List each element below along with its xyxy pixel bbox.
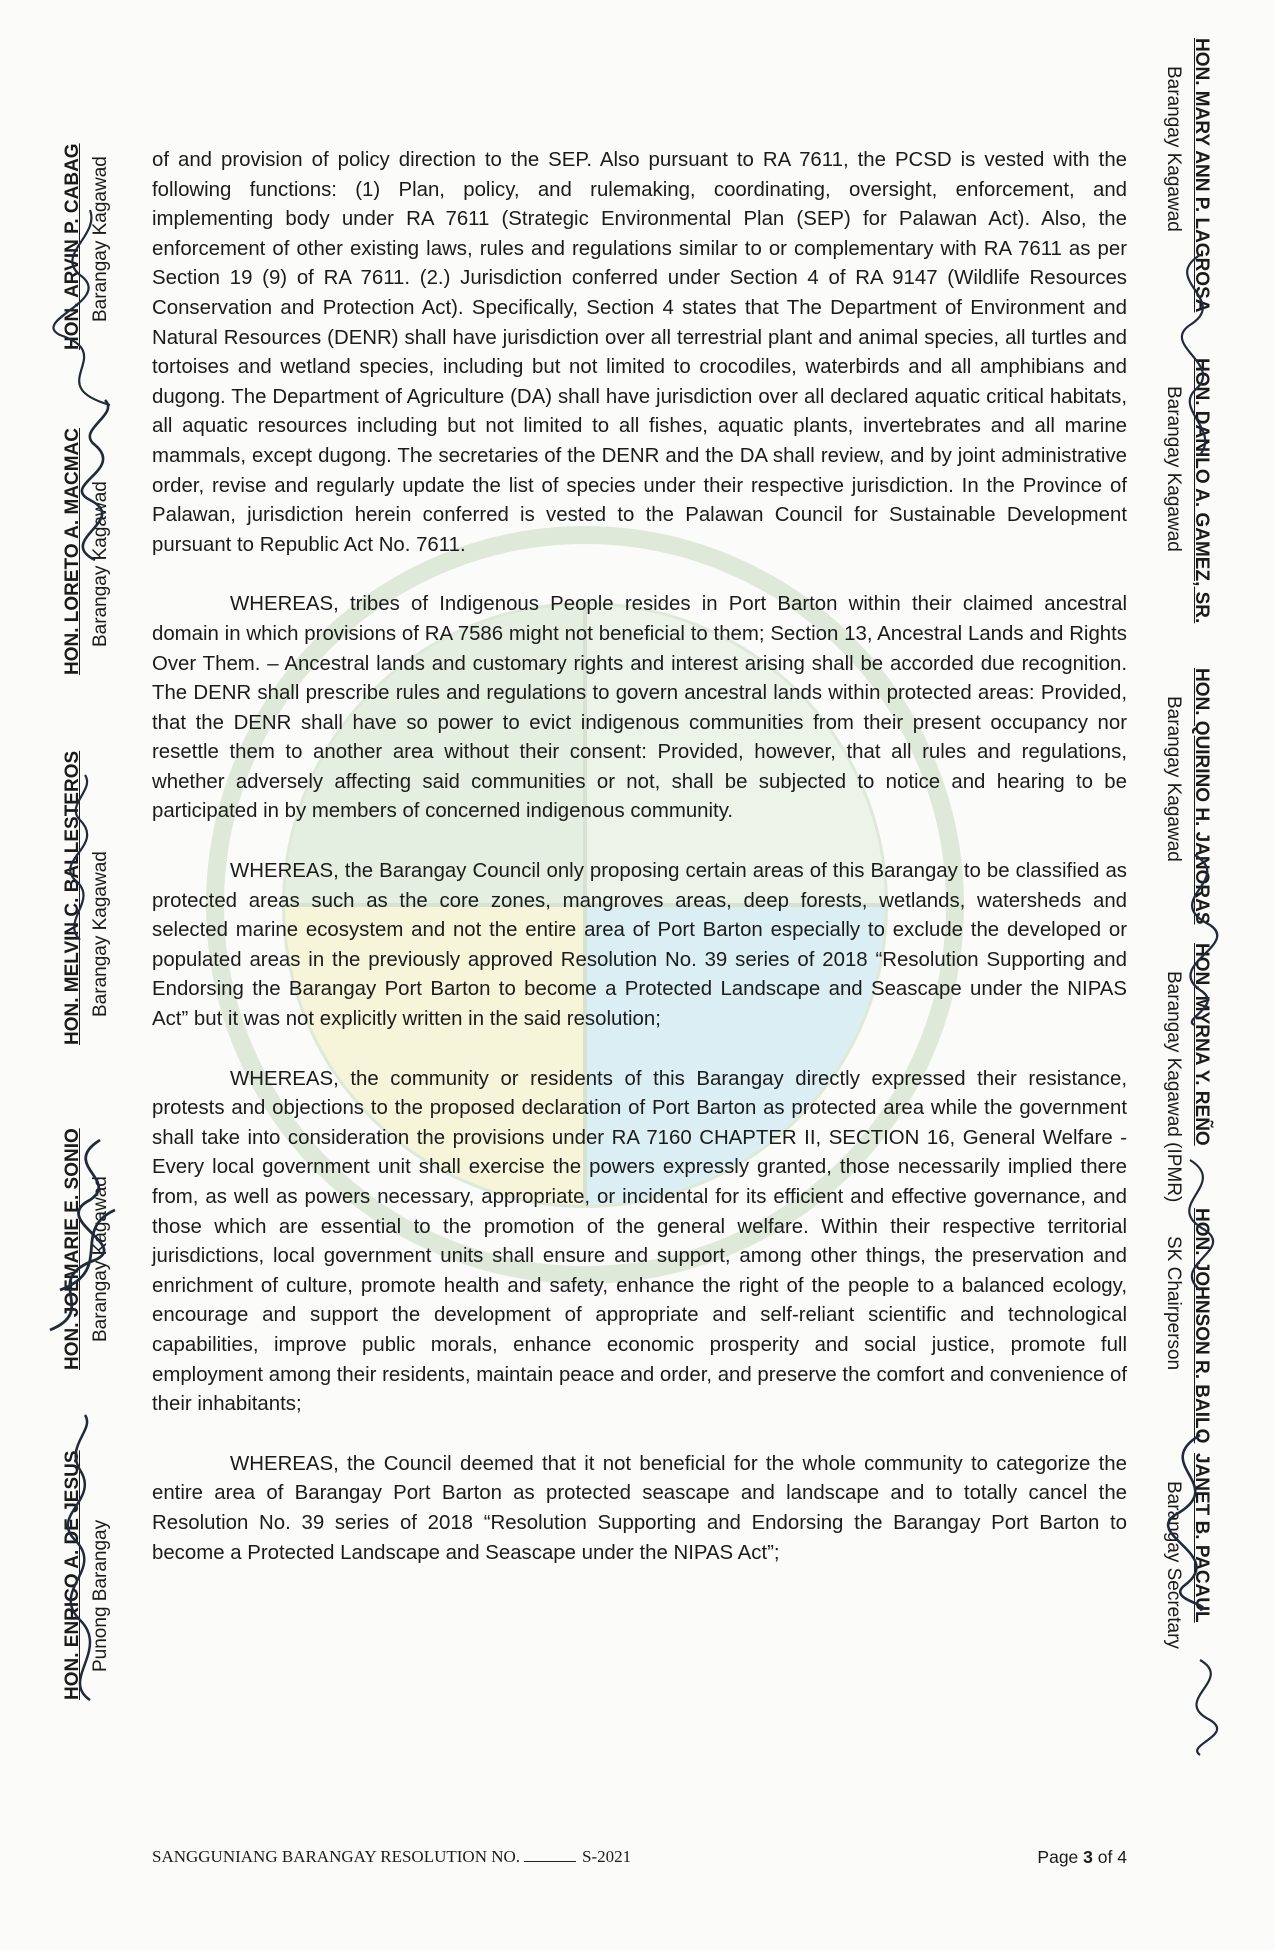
signatory-kagawad-gamez [1162, 358, 1212, 668]
signatory-title: Barangay Kagawad (IPMR) [1163, 971, 1184, 1203]
signatory-kagawad-cabag [62, 80, 112, 350]
signatory-kagawad-sonio [62, 1045, 112, 1370]
signatory-name: HON. MELVIN C. BALLESTEROS [62, 750, 83, 1045]
signatory-name: JANET B. PACAUL [1191, 1453, 1212, 1623]
body-paragraph-continued: of and provision of policy direction to the SEP. Also pursuant to RA 7611, the PCSD is vested with the following functions: (1) Plan, policy, and rulemaking, coordinating, oversight, enforcement, and implementing body under RA 7611 (Strategic Environmental Plan (SEP) for Palawan Act). Also, the enforcement of other existing laws, rules and regulations similar to or complementary with RA 7611 as per Section 19 (9) of RA 7611. (2.) Jurisdiction conferred under Section 4 of RA 9147 (Wildlife Resources Conservation and Protection Act). Specifically, Section 4 states that The Department of Environment and Natural Resources (DENR) shall have jurisdiction over all terrestrial plant and animal species, all turtles and tortoises and wetland species, including but not limited to crocodiles, waterbirds and all amphibians and dugong. The Department of Agriculture (DA) shall have jurisdiction over all declared aquatic critical habitats, all aquatic resources including but not limited to all fishes, aquatic plants, invertebrates and all marine mammals, except dugong. The secretaries of the DENR and the DA shall review, and by joint administrative order, revise and regularly update the list of species under their respective jurisdiction. In the Province of Palawan, jurisdiction herein conferred is vested to the Palawan Council for Sustainable Development pursuant to Republic Act No. 7611. [152, 149, 1127, 556]
right-signatory-column [1132, 38, 1212, 1828]
resolution-label: SANGGUNIANG BARANGAY RESOLUTION NO. [152, 1847, 521, 1866]
whereas-paragraph-protected-areas: WHEREAS, the Barangay Council only proposing certain areas of this Barangay to be classified as protected areas such as the core zones, mangroves areas, deep forests, wetlands, watersheds and selected marine ecosystem and not the entire area of Port Barton especially to exclude the developed or populated areas in the previously approved Resolution No. 39 series of 2018 “Resolution Supporting and Endorsing the Barangay Port Barton to become a Protected Landscape and Seascape under the NIPAS Act” but it was not explicitly written in the said resolution; [152, 860, 1127, 1031]
signatory-title: Barangay Kagawad [1163, 386, 1184, 552]
resolution-body [152, 146, 1127, 1598]
signatory-title: Barangay Kagawad [1163, 696, 1184, 862]
document-footer [152, 1847, 1127, 1877]
signatory-name: HON. MARY ANN P. LAGROSA [1191, 38, 1212, 313]
whereas-paragraph-general-welfare: WHEREAS, the community or residents of this Barangay directly expressed their resistance, protests and objections to the proposed declaration of Port Barton as protected area while the government shall take into consideration the provisions under RA 7160 CHAPTER II, SECTION 16, General Welfare - Every local government unit shall exercise the powers expressly granted, those necessarily implied there from, as well as powers necessary, appropriate, or incidental for its efficient and effective governance, and those which are essential to the promotion of the general welfare. Within their respective territorial jurisdictions, local government units shall ensure and support, among other things, the preservation and enrichment of culture, promote health and safety, enhance the right of the people to a balanced ecology, encourage and support the development of appropriate and self-reliant scientific and technological capabilities, improve public morals, enhance economic prosperity and social justice, promote full employment among their residents, maintain peace and order, and preserve the comfort and convenience of their inhabitants; [152, 1067, 1127, 1416]
signatory-name: HON. ENRICO A. DE JESUS [62, 1450, 83, 1700]
signatory-title: Barangay Secretary [1163, 1481, 1184, 1649]
signatory-title: Barangay Kagawad [90, 481, 111, 647]
signatory-title: Barangay Kagawad [1163, 66, 1184, 232]
left-signatory-column [62, 0, 142, 1700]
signatory-kagawad-lagrosa [1162, 38, 1212, 358]
whereas-paragraph-cancel-resolution: WHEREAS, the Council deemed that it not beneficial for the whole community to categorize the entire area of Barangay Port Barton as protected seascape and landscape and to totally cancel the Resolution No. 39 series of 2018 “Resolution Supporting and Endorsing the Barangay Port Barton to become a Protected Landscape and Seascape under the NIPAS Act”; [152, 1452, 1127, 1564]
signatory-title: Barangay Kagawad [90, 156, 111, 322]
whereas-paragraph-indigenous: WHEREAS, tribes of Indigenous People resides in Port Barton within their claimed ancestral domain in which provisions of RA 7586 might not beneficial to them; Section 13, Ancestral Lands and Rights Over Them. – Ancestral lands and customary rights and interest arising shall be accorded due recognition. The DENR shall prescribe rules and regulations to govern ancestral lands within protected areas: Provided, that the DENR shall have so power to evict indigenous communities from their present occupancy nor resettle them to another area without their consent: Provided, however, that all rules and regulations, whether adversely affecting said communities or not, shall be subjected to notice and hearing to be participated in by members of concerned indigenous community. [152, 593, 1127, 823]
signatory-sk-chairperson [1162, 1208, 1212, 1453]
signatory-title: Barangay Kagawad [90, 851, 111, 1017]
signatory-name: HON. LORETO A. MACMAC [62, 428, 83, 675]
signatory-punong-barangay [62, 1370, 112, 1700]
page-total: 4 [1117, 1847, 1127, 1867]
page-of: of [1097, 1847, 1113, 1867]
page-current: 3 [1083, 1847, 1093, 1867]
signatory-kagawad-ballesteros [62, 675, 112, 1045]
resolution-number [152, 1847, 631, 1867]
resolution-number-blank [524, 1861, 576, 1862]
signatory-kagawad-macmac [62, 350, 112, 675]
signatory-name: HON. JOHNSON R. BAILO [1191, 1208, 1212, 1444]
signatory-kagawad-janoras [1162, 668, 1212, 943]
signatory-title: SK Chairperson [1163, 1236, 1184, 1371]
resolution-suffix: S-2021 [582, 1847, 632, 1866]
signatory-barangay-secretary [1162, 1453, 1212, 1683]
signatory-name: HON. DANILO A. GAMEZ, SR. [1191, 358, 1212, 624]
signatory-name: HON. ARVIN P. CABAG [62, 143, 83, 350]
page-prefix: Page [1037, 1847, 1079, 1867]
signatory-kagawad-reno [1162, 943, 1212, 1208]
signatory-title: Punong Barangay [90, 1519, 111, 1672]
signatory-name: HON. JOEMARIE E. SONIO [62, 1128, 83, 1370]
signatory-title: Barangay Kagawad [90, 1176, 111, 1342]
signatory-name: HON. MYRNA Y. REÑO [1191, 943, 1212, 1146]
signatory-name: HON. QUIRINO H. JANORAS [1191, 668, 1212, 925]
page-indicator [1037, 1847, 1127, 1868]
